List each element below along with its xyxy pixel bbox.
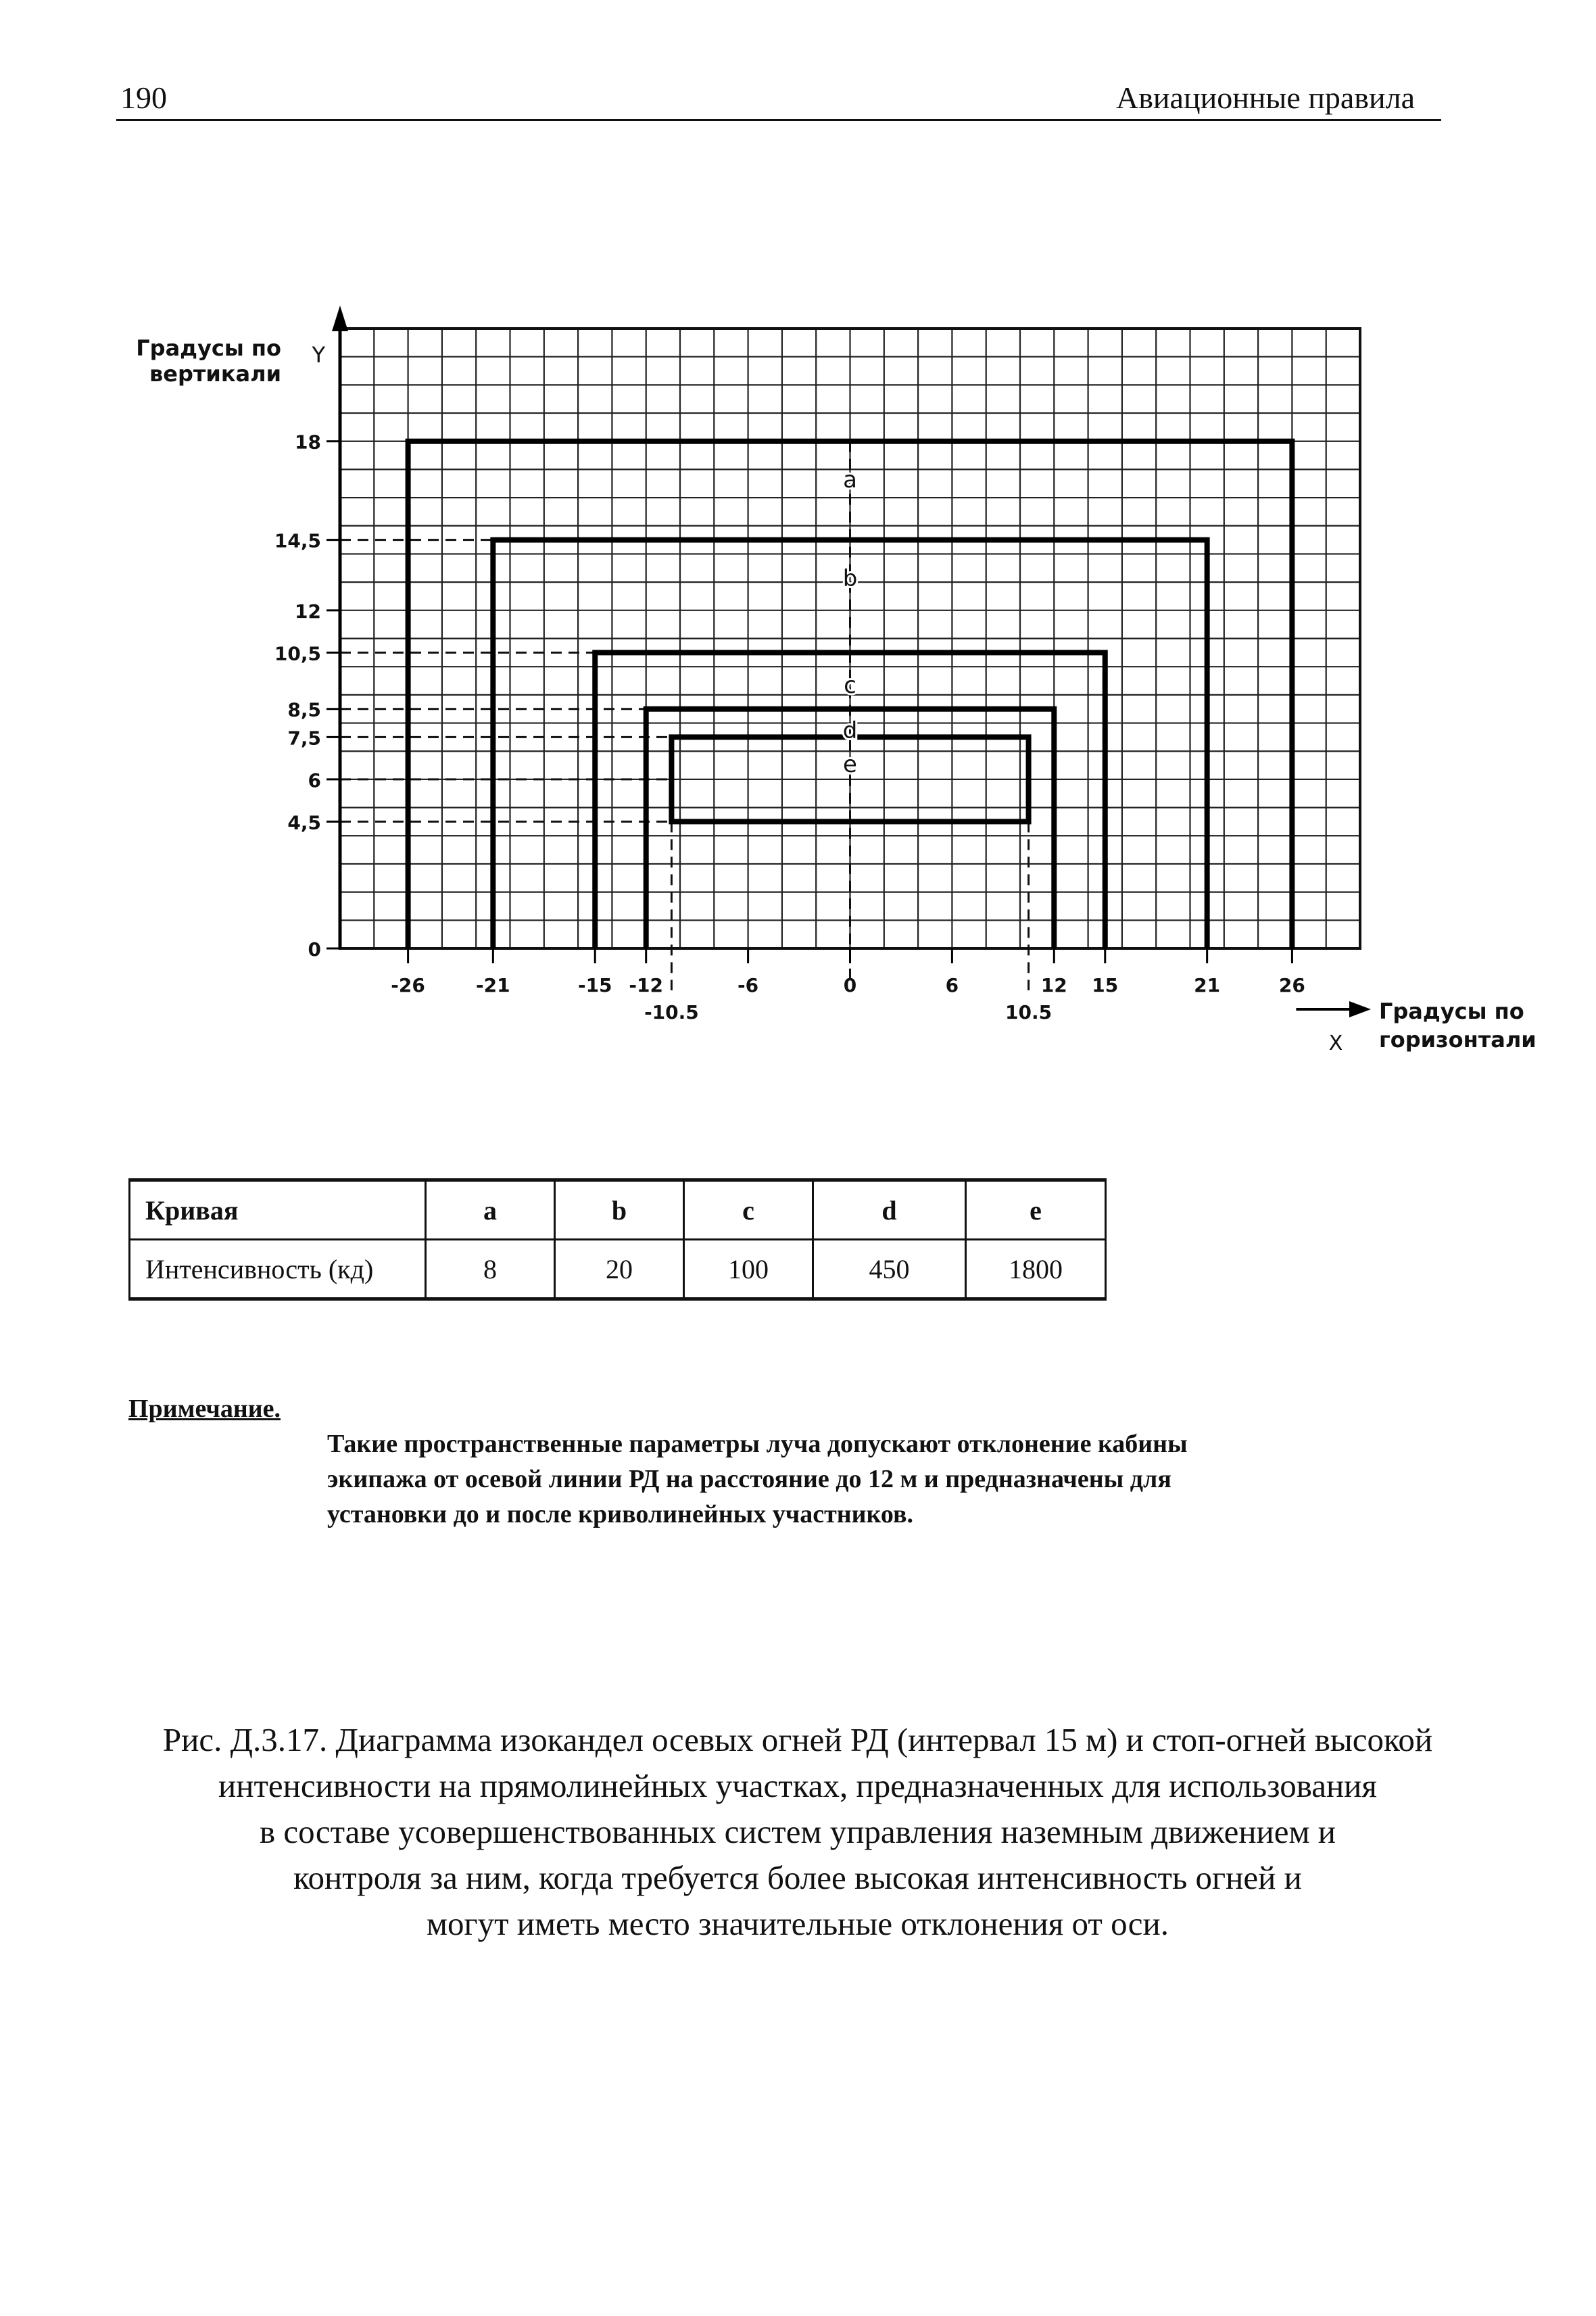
chart-guides xyxy=(340,441,1029,990)
y-axis-label: вертикали xyxy=(149,361,281,387)
y-tick-label: 0 xyxy=(308,938,321,961)
x-tick-label: 12 xyxy=(1040,974,1067,996)
table-curve-b: b xyxy=(555,1180,684,1240)
table-intensity-a: 8 xyxy=(426,1240,555,1299)
x-tick-label: 6 xyxy=(945,974,959,996)
note-line: установки до и после криволинейных участников. xyxy=(327,1500,913,1528)
curve-label-a: a xyxy=(843,466,857,493)
y-tick-label: 6 xyxy=(308,769,321,792)
x-tick-label: -6 xyxy=(737,974,759,996)
curve-label-b: b xyxy=(842,564,858,592)
x-tick-label: 15 xyxy=(1092,974,1119,996)
table-curve-d: d xyxy=(813,1180,966,1240)
y-tick-label: 4,5 xyxy=(287,811,321,834)
caption-line: контроля за ним, когда требуется более высокая интенсивность огней и xyxy=(293,1859,1302,1896)
table-header-row xyxy=(130,1180,1106,1240)
figure-caption xyxy=(122,1717,1474,1947)
note-line: Такие пространственные параметры луча допускают отклонение кабины xyxy=(327,1430,1188,1458)
x-axis-letter: X xyxy=(1328,1032,1343,1055)
x-tick-label: -21 xyxy=(476,974,510,996)
y-tick-label: 10,5 xyxy=(274,642,321,665)
isocandela-chart xyxy=(0,0,1596,1115)
y-tick-label: 12 xyxy=(295,600,321,623)
table-data-row xyxy=(130,1240,1106,1299)
page-number: 190 xyxy=(120,80,167,115)
note-title: Примечание. xyxy=(128,1395,281,1423)
x-tick-label: -26 xyxy=(391,974,425,996)
table-intensity-b: 20 xyxy=(555,1240,684,1299)
x-tick-label: 26 xyxy=(1278,974,1305,996)
x-axis-label: Градусы по xyxy=(1379,998,1524,1024)
x-tick-label: -15 xyxy=(577,974,612,996)
x-subtick-label: -10.5 xyxy=(644,1001,699,1023)
table-curve-c: c xyxy=(684,1180,813,1240)
table-header-label: Кривая xyxy=(130,1180,426,1240)
y-axis-arrow xyxy=(332,306,348,331)
x-axis-label: горизонтали xyxy=(1379,1027,1537,1053)
caption-line: интенсивности на прямолинейных участках, предназначенных для использования xyxy=(218,1767,1377,1804)
table-intensity-c: 100 xyxy=(684,1240,813,1299)
table-row-label: Интенсивность (кд) xyxy=(130,1240,426,1299)
note-text xyxy=(327,1426,1341,1532)
intensity-table xyxy=(128,1178,1107,1301)
y-tick-label: 7,5 xyxy=(287,727,321,750)
caption-line: могут иметь место значительные отклонения от оси. xyxy=(426,1905,1169,1942)
caption-line: в составе усовершенствованных систем управления наземным движением и xyxy=(259,1813,1336,1850)
y-axis-label: Градусы по xyxy=(136,335,281,361)
x-tick-label: -12 xyxy=(629,974,663,996)
note-line: экипажа от осевой линии РД на расстояние до 12 м и предназначены для xyxy=(327,1465,1171,1493)
table-curve-e: e xyxy=(966,1180,1106,1240)
running-head: Авиационные правила xyxy=(1115,80,1415,115)
y-axis-letter: Y xyxy=(312,342,325,368)
y-tick-label: 18 xyxy=(295,431,321,454)
table-intensity-e: 1800 xyxy=(966,1240,1106,1299)
y-tick-label: 8,5 xyxy=(287,698,321,721)
caption-line: Рис. Д.3.17. Диаграмма изокандел осевых огней РД (интервал 15 м) и стоп-огней высокой xyxy=(162,1721,1433,1758)
table-intensity-d: 450 xyxy=(813,1240,966,1299)
x-axis-arrow xyxy=(1349,1001,1371,1017)
y-tick-label: 14,5 xyxy=(274,529,321,552)
curve-label-e: e xyxy=(843,750,857,778)
x-subtick-label: 10.5 xyxy=(1005,1001,1053,1023)
x-tick-label: 21 xyxy=(1194,974,1221,996)
curve-label-d: d xyxy=(842,717,858,744)
x-tick-label: 0 xyxy=(843,974,857,996)
table-curve-a: a xyxy=(426,1180,555,1240)
curve-label-c: c xyxy=(844,672,856,700)
